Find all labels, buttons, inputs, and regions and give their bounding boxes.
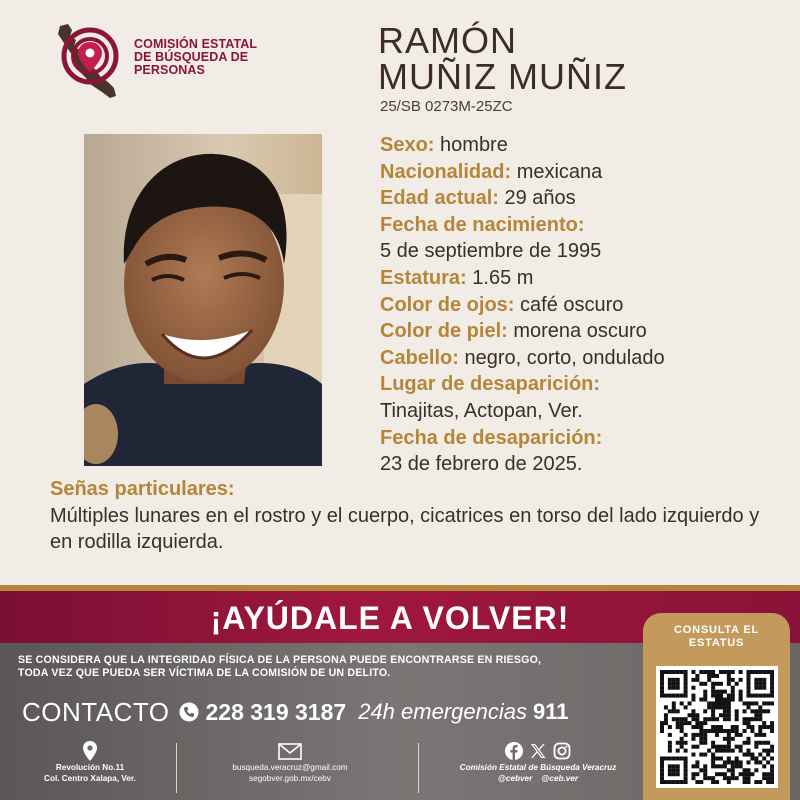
detail-color-ojos [380, 292, 790, 319]
detail-value: 5 de septiembre de 1995 [380, 240, 602, 263]
phone-icon [179, 702, 199, 722]
detail-value: 29 años [504, 187, 576, 210]
logo-text [134, 38, 257, 77]
footer-separator [418, 743, 419, 793]
logo-line-1: COMISIÓN ESTATAL [134, 37, 258, 51]
email-address[interactable]: busqueda.veracruz@gmail.com [232, 763, 348, 772]
detail-value: mexicana [516, 160, 603, 183]
footer-social [440, 740, 636, 784]
contact-label: CONTACTO [22, 696, 170, 727]
emergency-text: 24h emergencias [358, 699, 527, 724]
x-twitter-icon[interactable] [529, 742, 547, 760]
address-line-1: Revolución No.11 [55, 763, 125, 772]
footer-email [200, 740, 380, 784]
social-handles [440, 773, 636, 784]
veracruz-map-pin-icon [52, 22, 132, 102]
detail-value: Tinajitas, Actopan, Ver. [380, 399, 583, 422]
person-first-name: RAMÓN [378, 20, 517, 61]
org-name: Comisión Estatal de Búsqueda Veracruz [459, 763, 617, 772]
detail-cabello [380, 345, 790, 372]
handle-1[interactable]: @cebver [497, 774, 533, 783]
detail-label: Color de piel: [380, 320, 508, 343]
senas-title: Señas particulares: [50, 478, 235, 500]
detail-value: 1.65 m [472, 266, 534, 289]
detail-value: 23 de febrero de 2025. [380, 453, 583, 476]
envelope-icon [278, 743, 302, 760]
detail-label: Fecha de desaparición: [380, 426, 603, 449]
detail-lugar-desaparicion-label [380, 371, 790, 398]
banner-title: ¡AYÚDALE A VOLVER! [210, 600, 570, 636]
case-code: 25/SB 0273M-25ZC [380, 98, 513, 115]
handle-2[interactable]: @ceb.ver [541, 774, 579, 783]
footer-address [20, 740, 160, 784]
detail-label: Nacionalidad: [380, 160, 512, 183]
detail-lugar-desaparicion-value [380, 398, 790, 425]
detail-label: Estatura: [380, 266, 467, 289]
contact-phone[interactable]: 228 319 3187 [205, 698, 347, 725]
detail-value: negro, corto, ondulado [464, 346, 665, 369]
detail-label: Sexo: [380, 134, 435, 156]
footer-separator [176, 743, 177, 793]
person-photo [84, 134, 322, 466]
detail-estatura [380, 265, 790, 292]
contact-row [22, 694, 642, 730]
person-details [380, 132, 790, 478]
logo-line-3: PERSONAS [134, 63, 205, 77]
detail-value: morena oscuro [513, 320, 647, 343]
detail-fecha-desaparicion-value [380, 451, 790, 478]
risk-warning [18, 654, 638, 680]
detail-edad [380, 185, 790, 212]
facebook-icon[interactable] [505, 742, 523, 760]
qr-title-line-2: ESTATUS [688, 637, 745, 649]
detail-label: Lugar de desaparición: [380, 373, 601, 396]
emergency-number[interactable]: 911 [532, 699, 569, 724]
qr-code-icon [660, 670, 774, 784]
qr-title-line-1: CONSULTA EL [674, 624, 759, 636]
detail-label: Cabello: [380, 346, 459, 369]
detail-color-piel [380, 318, 790, 345]
instagram-icon[interactable] [553, 742, 571, 760]
risk-warning-line-2: TODA VEZ QUE PUEDA SER VÍCTIMA DE LA COMISIÓN DE UN DELITO. [18, 667, 391, 679]
detail-label: Fecha de nacimiento: [380, 213, 585, 236]
location-pin-icon [83, 741, 97, 761]
detail-fecha-nacimiento-value [380, 238, 790, 265]
senas-text: Múltiples lunares en el rostro y el cuerpo, cicatrices en torso del lado izquierdo y en rodilla izquierda. [50, 505, 760, 553]
address-line-2: Col. Centro Xalapa, Ver. [44, 774, 136, 783]
logo-line-2: DE BÚSQUEDA DE [134, 50, 249, 64]
detail-label: Color de ojos: [380, 293, 515, 316]
detail-fecha-desaparicion-label [380, 425, 790, 452]
qr-code[interactable] [656, 666, 778, 788]
detail-value: hombre [440, 134, 508, 156]
qr-title [643, 624, 790, 650]
detail-nacionalidad [380, 159, 790, 186]
risk-warning-line-1: SE CONSIDERA QUE LA INTEGRIDAD FÍSICA DE LA PERSONA PUEDE ENCONTRARSE EN RIESGO, [18, 654, 542, 666]
logo [52, 22, 282, 102]
detail-fecha-nacimiento-label [380, 212, 790, 239]
detail-value: café oscuro [520, 293, 624, 316]
person-last-names: MUÑIZ MUÑIZ [378, 56, 627, 97]
website-url[interactable]: segobver.gob.mx/cebv [249, 774, 331, 783]
detail-sexo [380, 132, 790, 159]
detail-label: Edad actual: [380, 187, 499, 210]
